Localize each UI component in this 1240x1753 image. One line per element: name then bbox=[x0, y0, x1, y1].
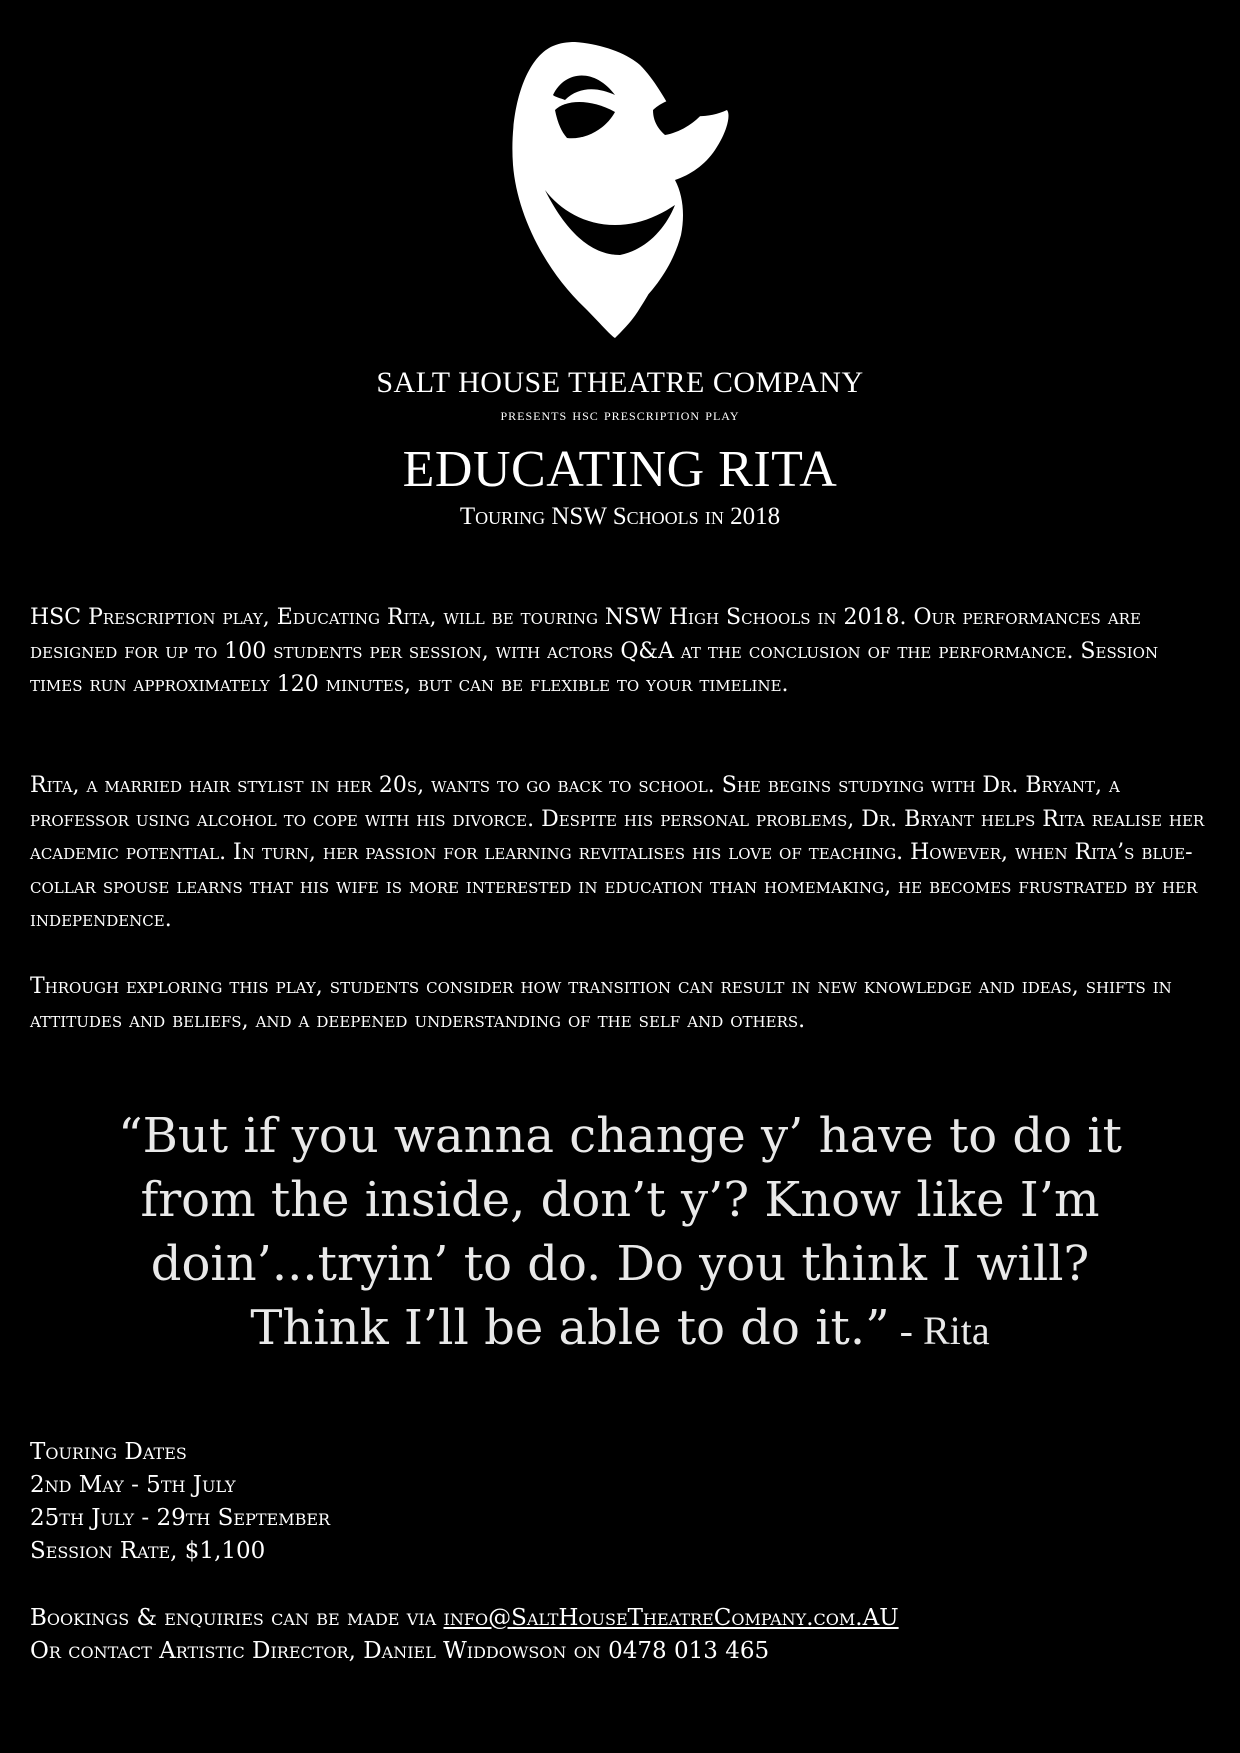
bookings-prefix: Bookings & enquiries can be made via bbox=[30, 1605, 444, 1631]
learning-paragraph: Through exploring this play, students consider how transition can result in new knowledge and ideas, shifts in attitudes and beliefs, and a deepened understanding of the self and others. bbox=[30, 974, 1172, 1033]
pull-quote bbox=[110, 1104, 1130, 1363]
play-title: EDUCATING RITA bbox=[402, 441, 838, 498]
presents-line: presents hsc prescription play bbox=[500, 405, 740, 424]
date-range-1: 2nd May - 5th July bbox=[30, 1472, 236, 1498]
touring-subtitle: Touring NSW Schools in 2018 bbox=[459, 503, 781, 530]
intro-paragraph: HSC Prescription play, Educating Rita, will be touring NSW High Schools in 2018. Our performances are designed for up to 100 students per session, with actors Q&A at the conclusion of the performance. Session times run approximately 120 minutes, but can be flexible to your timeline. bbox=[30, 605, 1159, 697]
theatre-mask-icon bbox=[505, 40, 735, 340]
quote-text: “But if you wanna change y’ have to do it from the inside, don’t y’? Know like I’m doin’...tryin’ to do. Do you think I will? Think I’ll be able to do it.” bbox=[118, 1108, 1122, 1356]
director-line: Or contact Artistic Director, Daniel Widdowson on 0478 013 465 bbox=[30, 1638, 770, 1664]
bookings-line bbox=[30, 1602, 1214, 1635]
session-rate: Session Rate, $1,100 bbox=[30, 1538, 266, 1564]
logo bbox=[0, 40, 1240, 340]
synopsis-paragraph: Rita, a married hair stylist in her 20s, wants to go back to school. She begins studying with Dr. Bryant, a professor using alcohol to cope with his divorce. Despite his personal problems, Dr. Bryant helps Rita realise her academic potential. In turn, her passion for learning revitalises his love of teaching. However, when Rita’s blue-collar spouse learns that his wife is more interested in education than homemaking, he becomes frustrated by her independence. bbox=[30, 773, 1205, 932]
dates-heading: Touring Dates bbox=[30, 1439, 187, 1465]
company-name: SALT HOUSE THEATRE COMPANY bbox=[376, 366, 864, 399]
date-range-2: 25th July - 29th September bbox=[30, 1505, 331, 1531]
contact-info bbox=[30, 1602, 1214, 1668]
quote-attribution: - Rita bbox=[889, 1308, 990, 1353]
email-link[interactable]: info@SaltHouseTheatreCompany.com.AU bbox=[443, 1605, 899, 1631]
touring-dates bbox=[30, 1436, 1214, 1568]
